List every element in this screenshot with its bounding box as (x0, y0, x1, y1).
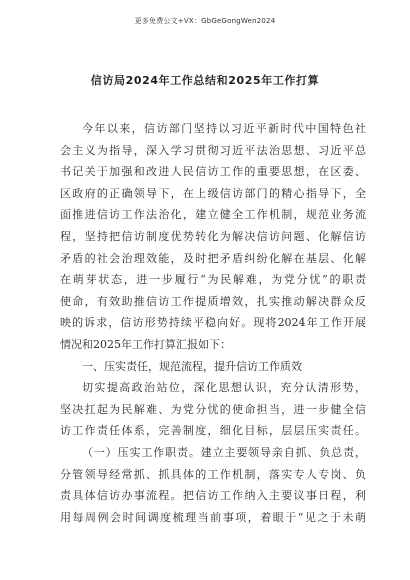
body-text (60, 118, 366, 528)
body-line: 矛盾的社会治理效能，及时把矛盾纠纷化解在基层、化解 (60, 251, 366, 265)
body-line: 用每周例会时间调度梳理当前事项，着眼于“见之于未萌 (60, 510, 366, 524)
body-line: 一、压实责任，规范流程，提升信访工作质效 (82, 359, 302, 373)
body-line: 书记关于加强和改进人民信访工作的重要思想，在区委、 (60, 165, 366, 179)
body-line: 分管领导经常抓、抓具体的工作机制，落实专人专岗、负 (60, 467, 366, 481)
body-line: （一）压实工作职责。建立主要领导亲自抓、负总责， (82, 445, 366, 459)
body-line: 访工作责任体系，完善制度，细化目标，层层压实责任。 (60, 424, 366, 438)
header-note: 更多免费公文+VX：GbGeGongWen2024 (134, 17, 276, 25)
body-line: 情况和2025年工作打算汇报如下： (60, 337, 231, 351)
body-line: 在萌芽状态，进一步履行“为民解难，为党分忧”的职责 (60, 273, 366, 287)
body-line: 区政府的正确领导下，在上级信访部门的精心指导下，全 (60, 186, 366, 200)
body-line: 责具体信访办事流程。把信访工作纳入主要议事日程，利 (60, 489, 366, 503)
body-line: 坚决扛起为民解难、为党分忧的使命担当，进一步健全信 (60, 402, 366, 416)
body-line: 映的诉求，信访形势持续平稳向好。现将2024年工作开展 (60, 316, 366, 330)
body-line: 会主义为指导，深入学习贯彻习近平法治思想、习近平总 (60, 143, 366, 157)
document-title: 信访局2024年工作总结和2025年工作打算 (90, 74, 320, 87)
body-line: 面推进信访工作法治化，建立健全工作机制，规范业务流 (60, 208, 366, 222)
body-line: 今年以来，信访部门坚持以习近平新时代中国特色社 (82, 122, 366, 135)
body-line: 程，坚持把信访制度优势转化为解决信访问题、化解信访 (60, 229, 366, 243)
body-line: 使命，有效助推信访工作提质增效，扎实推动解决群众反 (60, 294, 366, 308)
body-line: 切实提高政治站位，深化思想认识，充分认清形势， (82, 381, 366, 395)
